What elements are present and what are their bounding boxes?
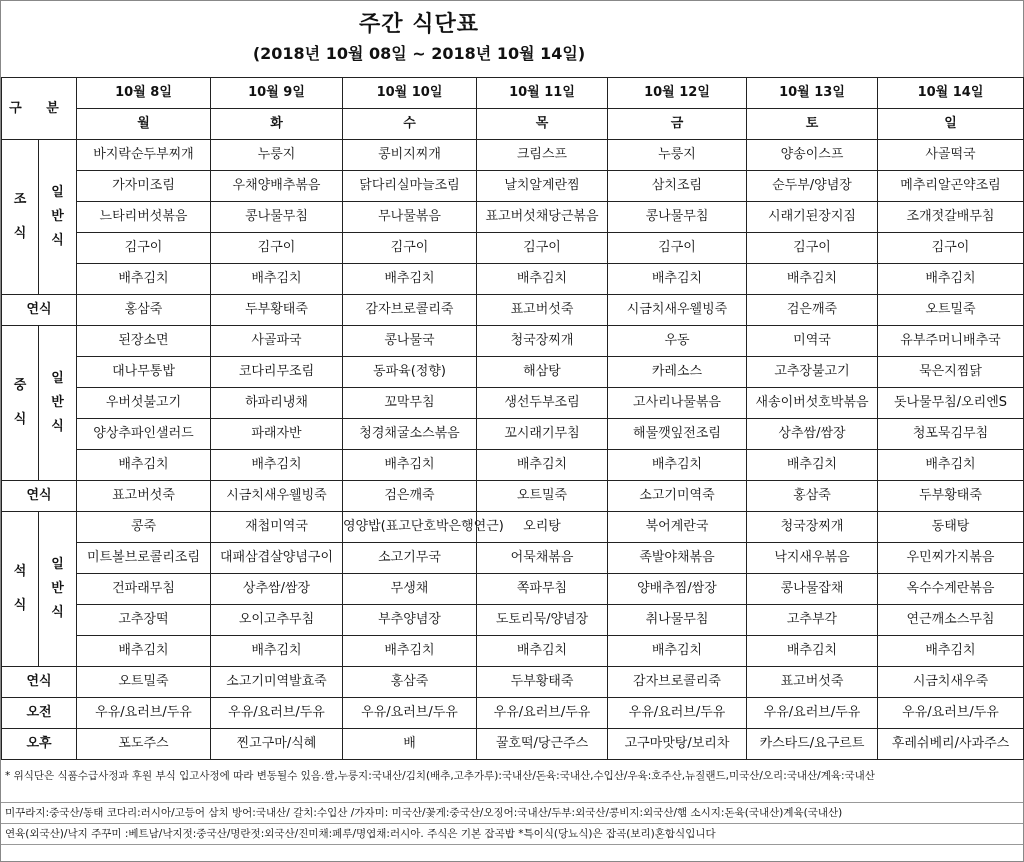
menu-cell: 콩나물국 bbox=[343, 326, 477, 357]
day-header: 토 bbox=[747, 109, 878, 140]
day-header: 일 bbox=[878, 109, 1024, 140]
menu-cell: 누룽지 bbox=[211, 140, 343, 171]
menu-cell: 청포묵김무침 bbox=[878, 419, 1024, 450]
menu-cell: 배추김치 bbox=[477, 636, 608, 667]
menu-cell: 조개젓갈배무침 bbox=[878, 202, 1024, 233]
menu-cell: 코다리무조림 bbox=[211, 357, 343, 388]
soft-diet-cell: 홍삼죽 bbox=[77, 295, 211, 326]
day-header: 수 bbox=[343, 109, 477, 140]
general-diet-label bbox=[39, 512, 77, 667]
menu-row bbox=[2, 264, 1024, 295]
menu-cell: 대패삼겹살양념구이 bbox=[211, 543, 343, 574]
menu-cell: 우민찌가지볶음 bbox=[878, 543, 1024, 574]
snack-cell: 배 bbox=[343, 729, 477, 760]
general-diet-label-char: 반 bbox=[51, 209, 64, 224]
menu-cell: 동파육(정향) bbox=[343, 357, 477, 388]
general-diet-label-char: 반 bbox=[51, 395, 64, 410]
general-diet-label-char: 일 bbox=[51, 185, 64, 200]
gubun-header: 구 분 bbox=[2, 78, 77, 140]
menu-row bbox=[2, 171, 1024, 202]
menu-cell: 돗나물무침/오리엔S bbox=[878, 388, 1024, 419]
menu-cell: 우채양배추볶음 bbox=[211, 171, 343, 202]
menu-row bbox=[2, 357, 1024, 388]
menu-cell: 바지락순두부찌개 bbox=[77, 140, 211, 171]
snack-cell: 카스타드/요구르트 bbox=[747, 729, 878, 760]
menu-cell: 소고기무국 bbox=[343, 543, 477, 574]
menu-cell: 낙지새우볶음 bbox=[747, 543, 878, 574]
menu-cell: 무생채 bbox=[343, 574, 477, 605]
date-header: 10월 9일 bbox=[211, 78, 343, 109]
menu-row bbox=[2, 574, 1024, 605]
menu-row bbox=[2, 512, 1024, 543]
menu-cell: 청경채굴소스볶음 bbox=[343, 419, 477, 450]
menu-cell: 된장소면 bbox=[77, 326, 211, 357]
menu-cell: 양상추파인샐러드 bbox=[77, 419, 211, 450]
menu-cell: 우버섯불고기 bbox=[77, 388, 211, 419]
menu-cell: 묵은지찜닭 bbox=[878, 357, 1024, 388]
menu-row bbox=[2, 543, 1024, 574]
menu-cell: 배추김치 bbox=[477, 450, 608, 481]
snack-row bbox=[2, 729, 1024, 760]
menu-cell: 배추김치 bbox=[77, 450, 211, 481]
menu-row bbox=[2, 605, 1024, 636]
menu-cell: 배추김치 bbox=[343, 264, 477, 295]
menu-cell: 콩나물잡채 bbox=[747, 574, 878, 605]
snack-cell: 후레쉬베리/사과주스 bbox=[878, 729, 1024, 760]
menu-cell: 부추양념장 bbox=[343, 605, 477, 636]
day-header: 금 bbox=[608, 109, 747, 140]
date-header: 10월 13일 bbox=[747, 78, 878, 109]
menu-cell: 상추쌈/쌈장 bbox=[211, 574, 343, 605]
menu-cell: 꼬시래기무침 bbox=[477, 419, 608, 450]
menu-cell: 배추김치 bbox=[747, 450, 878, 481]
soft-diet-cell: 표고버섯죽 bbox=[77, 481, 211, 512]
snack-cell: 우유/요러브/두유 bbox=[608, 698, 747, 729]
soft-diet-cell: 시금치새우웰빙죽 bbox=[608, 295, 747, 326]
date-range: (2018년 10월 08일 ~ 2018년 10월 14일) bbox=[252, 44, 586, 63]
soft-diet-cell: 오트밀죽 bbox=[77, 667, 211, 698]
menu-cell: 김구이 bbox=[211, 233, 343, 264]
day-header: 목 bbox=[477, 109, 608, 140]
soft-diet-cell: 소고기미역발효죽 bbox=[211, 667, 343, 698]
menu-cell: 배추김치 bbox=[343, 450, 477, 481]
soft-diet-cell: 오트밀죽 bbox=[878, 295, 1024, 326]
soft-diet-cell: 소고기미역죽 bbox=[608, 481, 747, 512]
meal-label-char: 식 bbox=[13, 598, 27, 613]
menu-cell: 김구이 bbox=[878, 233, 1024, 264]
soft-diet-cell: 시금치새우죽 bbox=[878, 667, 1024, 698]
snack-label: 오전 bbox=[2, 698, 77, 729]
general-diet-label-char: 식 bbox=[51, 605, 64, 620]
soft-diet-label: 연식 bbox=[2, 295, 77, 326]
menu-cell: 양배추찜/쌈장 bbox=[608, 574, 747, 605]
menu-cell: 미트볼브로콜리조림 bbox=[77, 543, 211, 574]
menu-cell: 느타리버섯볶음 bbox=[77, 202, 211, 233]
soft-diet-row bbox=[2, 295, 1024, 326]
date-header: 10월 10일 bbox=[343, 78, 477, 109]
menu-cell: 취나물무침 bbox=[608, 605, 747, 636]
menu-cell: 상추쌈/쌈장 bbox=[747, 419, 878, 450]
general-diet-label-char: 식 bbox=[51, 419, 64, 434]
menu-row bbox=[2, 636, 1024, 667]
menu-row bbox=[2, 140, 1024, 171]
menu-cell: 대나무통밥 bbox=[77, 357, 211, 388]
menu-cell: 건파래무침 bbox=[77, 574, 211, 605]
menu-cell: 크림스프 bbox=[477, 140, 608, 171]
soft-diet-row bbox=[2, 667, 1024, 698]
menu-cell: 배추김치 bbox=[211, 450, 343, 481]
footnote-line: 연육(외국산)/낙지 주꾸미 :베트남/낙지젓:중국산/명란젓:외국산/진미채:페루/명엽채:러시아. 주식은 기본 잡곡밥 *특이식(당뇨식)은 잡곡(보리)혼합식입니다 bbox=[1, 824, 1023, 845]
meal-label-char: 식 bbox=[13, 226, 27, 241]
menu-cell: 배추김치 bbox=[77, 264, 211, 295]
snack-row bbox=[2, 698, 1024, 729]
menu-cell: 어묵채볶음 bbox=[477, 543, 608, 574]
menu-cell: 배추김치 bbox=[211, 264, 343, 295]
soft-diet-cell: 검은깨죽 bbox=[343, 481, 477, 512]
soft-diet-cell: 표고버섯죽 bbox=[747, 667, 878, 698]
snack-label: 오후 bbox=[2, 729, 77, 760]
menu-cell: 해물깻잎전조림 bbox=[608, 419, 747, 450]
menu-cell: 영양밥(표고단호박은행연근) bbox=[343, 512, 477, 543]
soft-diet-cell: 시금치새우웰빙죽 bbox=[211, 481, 343, 512]
menu-cell: 김구이 bbox=[608, 233, 747, 264]
meal-label bbox=[2, 326, 39, 481]
menu-cell: 옥수수계란볶음 bbox=[878, 574, 1024, 605]
menu-cell: 우동 bbox=[608, 326, 747, 357]
menu-cell: 배추김치 bbox=[878, 636, 1024, 667]
soft-diet-cell: 두부황태죽 bbox=[878, 481, 1024, 512]
menu-cell: 사골파국 bbox=[211, 326, 343, 357]
soft-diet-cell: 검은깨죽 bbox=[747, 295, 878, 326]
menu-cell: 오이고추무침 bbox=[211, 605, 343, 636]
general-diet-label-char: 일 bbox=[51, 557, 64, 572]
snack-cell: 우유/요러브/두유 bbox=[77, 698, 211, 729]
day-header: 화 bbox=[211, 109, 343, 140]
date-header: 10월 8일 bbox=[77, 78, 211, 109]
snack-cell: 우유/요러브/두유 bbox=[747, 698, 878, 729]
menu-cell: 배추김치 bbox=[211, 636, 343, 667]
header-day-row bbox=[2, 109, 1024, 140]
menu-cell: 김구이 bbox=[747, 233, 878, 264]
menu-row bbox=[2, 326, 1024, 357]
footnote-line: 미꾸라지:중국산/동태 코다리:러시아/고등어 삼치 방어:국내산/ 갈치:수입산 /가자미: 미국산/꽃게:중국산/오징어:국내산/두부:외국산/콩비지:외국산/햄 소시지:돈육(국내산)계육(국내산) bbox=[1, 803, 1023, 824]
menu-cell: 배추김치 bbox=[608, 264, 747, 295]
soft-diet-cell: 감자브로콜리죽 bbox=[343, 295, 477, 326]
menu-cell: 카레소스 bbox=[608, 357, 747, 388]
menu-cell: 청국장찌개 bbox=[747, 512, 878, 543]
menu-cell: 표고버섯채당근볶음 bbox=[477, 202, 608, 233]
menu-cell: 생선두부조림 bbox=[477, 388, 608, 419]
menu-cell: 누룽지 bbox=[608, 140, 747, 171]
menu-cell: 양송이스프 bbox=[747, 140, 878, 171]
soft-diet-cell: 오트밀죽 bbox=[477, 481, 608, 512]
menu-cell: 도토리묵/양념장 bbox=[477, 605, 608, 636]
snack-cell: 고구마맛탕/보리차 bbox=[608, 729, 747, 760]
menu-cell: 콩나물무침 bbox=[608, 202, 747, 233]
menu-table bbox=[1, 77, 1024, 760]
menu-cell: 동태탕 bbox=[878, 512, 1024, 543]
menu-cell: 김구이 bbox=[343, 233, 477, 264]
menu-cell: 고추장떡 bbox=[77, 605, 211, 636]
soft-diet-cell: 감자브로콜리죽 bbox=[608, 667, 747, 698]
footnote-line: * 위식단은 식품수급사정과 후원 부식 입고사정에 따라 변동될수 있음.쌀,누룽지:국내산/김치(배추,고추가루):국내산/돈육:국내산,수입산/우육:호주산,뉴질랜드,미국산/오리:국내산/계육:국내산 bbox=[1, 766, 1023, 803]
menu-cell: 해삼탕 bbox=[477, 357, 608, 388]
meal-label bbox=[2, 140, 39, 295]
menu-cell: 순두부/양념장 bbox=[747, 171, 878, 202]
meal-label-char: 조 bbox=[13, 192, 27, 207]
menu-cell: 오리탕 bbox=[477, 512, 608, 543]
menu-cell: 배추김치 bbox=[747, 264, 878, 295]
footnotes bbox=[1, 766, 1023, 845]
day-header: 월 bbox=[77, 109, 211, 140]
menu-cell: 사골떡국 bbox=[878, 140, 1024, 171]
snack-cell: 포도주스 bbox=[77, 729, 211, 760]
menu-cell: 배추김치 bbox=[477, 264, 608, 295]
general-diet-label-char: 반 bbox=[51, 581, 64, 596]
meal-label bbox=[2, 512, 39, 667]
meal-label-char: 식 bbox=[13, 412, 27, 427]
menu-cell: 배추김치 bbox=[343, 636, 477, 667]
date-header: 10월 11일 bbox=[477, 78, 608, 109]
meal-label-char: 석 bbox=[13, 564, 27, 579]
menu-cell: 연근깨소스무침 bbox=[878, 605, 1024, 636]
menu-cell: 날치알계란찜 bbox=[477, 171, 608, 202]
general-diet-label-char: 일 bbox=[51, 371, 64, 386]
page-title: 주간 식단표 bbox=[359, 12, 479, 37]
snack-cell: 꿀호떡/당근주스 bbox=[477, 729, 608, 760]
date-header: 10월 12일 bbox=[608, 78, 747, 109]
menu-cell: 꼬막무침 bbox=[343, 388, 477, 419]
menu-cell: 고사리나물볶음 bbox=[608, 388, 747, 419]
snack-cell: 우유/요러브/두유 bbox=[477, 698, 608, 729]
soft-diet-cell: 표고버섯죽 bbox=[477, 295, 608, 326]
menu-cell: 콩죽 bbox=[77, 512, 211, 543]
menu-cell: 배추김치 bbox=[747, 636, 878, 667]
menu-row bbox=[2, 202, 1024, 233]
menu-cell: 유부주머니배추국 bbox=[878, 326, 1024, 357]
menu-cell: 미역국 bbox=[747, 326, 878, 357]
soft-diet-cell: 홍삼죽 bbox=[343, 667, 477, 698]
snack-cell: 찐고구마/식혜 bbox=[211, 729, 343, 760]
menu-cell: 콩나물무침 bbox=[211, 202, 343, 233]
menu-cell: 콩비지찌개 bbox=[343, 140, 477, 171]
general-diet-label bbox=[39, 140, 77, 295]
menu-cell: 시래기된장지짐 bbox=[747, 202, 878, 233]
menu-cell: 파래자반 bbox=[211, 419, 343, 450]
menu-cell: 하파리냉채 bbox=[211, 388, 343, 419]
menu-cell: 배추김치 bbox=[608, 636, 747, 667]
menu-cell: 재첩미역국 bbox=[211, 512, 343, 543]
soft-diet-cell: 두부황태죽 bbox=[477, 667, 608, 698]
menu-cell: 메추리알곤약조림 bbox=[878, 171, 1024, 202]
menu-cell: 배추김치 bbox=[878, 264, 1024, 295]
menu-cell: 가자미조림 bbox=[77, 171, 211, 202]
menu-cell: 족발야채볶음 bbox=[608, 543, 747, 574]
menu-cell: 닭다리실마늘조림 bbox=[343, 171, 477, 202]
general-diet-label bbox=[39, 326, 77, 481]
soft-diet-cell: 두부황태죽 bbox=[211, 295, 343, 326]
menu-cell: 김구이 bbox=[477, 233, 608, 264]
menu-cell: 새송이버섯호박볶음 bbox=[747, 388, 878, 419]
snack-cell: 우유/요러브/두유 bbox=[878, 698, 1024, 729]
menu-cell: 배추김치 bbox=[77, 636, 211, 667]
menu-row bbox=[2, 419, 1024, 450]
menu-cell: 청국장찌개 bbox=[477, 326, 608, 357]
soft-diet-label: 연식 bbox=[2, 667, 77, 698]
menu-cell: 배추김치 bbox=[608, 450, 747, 481]
menu-cell: 무나물볶음 bbox=[343, 202, 477, 233]
general-diet-label-char: 식 bbox=[51, 233, 64, 248]
menu-row bbox=[2, 388, 1024, 419]
soft-diet-label: 연식 bbox=[2, 481, 77, 512]
snack-cell: 우유/요러브/두유 bbox=[211, 698, 343, 729]
soft-diet-row bbox=[2, 481, 1024, 512]
menu-cell: 북어계란국 bbox=[608, 512, 747, 543]
meal-label-char: 중 bbox=[13, 378, 27, 393]
menu-cell: 고추부각 bbox=[747, 605, 878, 636]
menu-cell: 김구이 bbox=[77, 233, 211, 264]
soft-diet-cell: 홍삼죽 bbox=[747, 481, 878, 512]
menu-row bbox=[2, 450, 1024, 481]
menu-cell: 배추김치 bbox=[878, 450, 1024, 481]
menu-cell: 삼치조림 bbox=[608, 171, 747, 202]
menu-row bbox=[2, 233, 1024, 264]
menu-cell: 고추장불고기 bbox=[747, 357, 878, 388]
snack-cell: 우유/요러브/두유 bbox=[343, 698, 477, 729]
menu-cell: 쪽파무침 bbox=[477, 574, 608, 605]
header-date-row bbox=[2, 78, 1024, 109]
date-header: 10월 14일 bbox=[878, 78, 1024, 109]
